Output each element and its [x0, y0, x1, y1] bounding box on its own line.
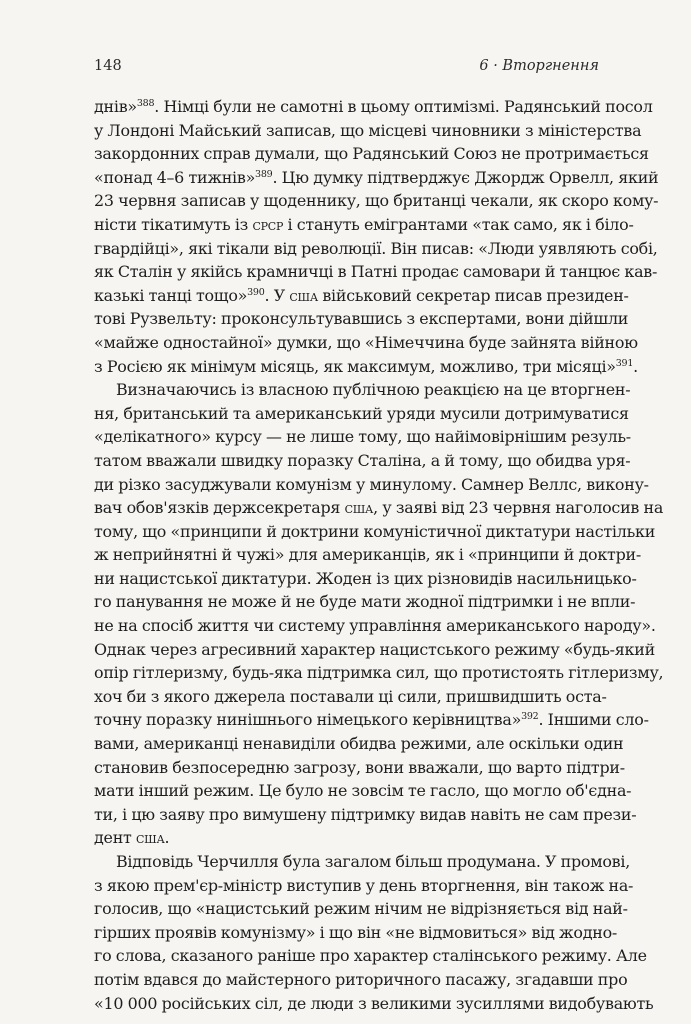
- footnote-ref: 388: [136, 98, 155, 109]
- text-line: ж неприйнятні й чужі» для американців, як і «принципи й доктри-: [94, 545, 641, 565]
- text-line: тові Рузвельту: проконсультувавшись з експертами, вони дійшли: [94, 309, 629, 329]
- text-line: дент сша.: [94, 828, 170, 848]
- running-header: [94, 58, 599, 74]
- body-text: [94, 95, 664, 1015]
- text-line: становив безпосередню загрозу, вони вважали, що варто підтри-: [94, 757, 625, 777]
- text-line: «10 000 російських сіл, де люди з великими зусиллями видобувають: [94, 993, 654, 1013]
- page-number: 148: [94, 58, 122, 74]
- abbreviation: сша: [344, 498, 374, 518]
- text-line: вами, американці ненавиділи обидва режими, але оскільки один: [94, 734, 624, 754]
- text-line: 23 червня записав у щоденнику, що британці чекали, як скоро кому-: [94, 191, 659, 211]
- text-line: у Лондоні Майський записав, що місцеві чиновники з міністерства: [94, 120, 642, 140]
- text-line: го слова, сказаного раніше про характер сталінського режиму. Але: [94, 946, 647, 966]
- text-line: ти, і цю заяву про вимушену підтримку видав навіть не сам прези-: [94, 804, 637, 824]
- footnote-ref: 390: [247, 286, 265, 298]
- text-line: вач обов'язків держсекретаря сша, у заяві від 23 червня наголосив на: [94, 498, 664, 518]
- text-line: не на спосіб життя чи систему управління американського народу».: [94, 616, 656, 636]
- abbreviation: срср: [252, 214, 284, 234]
- chapter-title: 6 · Вторгнення: [479, 58, 599, 74]
- text-line: голосив, що «нацистський режим нічим не відрізняється від най-: [94, 899, 628, 919]
- text-line: гвардійці», які тікали від революції. Він писав: «Люди уявляють собі,: [94, 238, 658, 258]
- text-line: потім вдався до майстерного риторичного пасажу, згадавши про: [94, 969, 628, 989]
- footnote-ref: 391: [615, 357, 634, 369]
- text-line: закордонних справ думали, що Радянський Союз не протримається: [94, 144, 649, 164]
- abbreviation: сша: [135, 828, 165, 848]
- text-line: тому, що «принципи й доктрини комуністичної диктатури настільки: [94, 521, 656, 541]
- text-line: татом вважали швидку поразку Сталіна, а й тому, що обидва уря-: [94, 450, 631, 470]
- text-line: як Сталін у якійсь крамничці в Патні продає самовари й танцює кав-: [94, 262, 658, 282]
- text-line: го панування не може й не буде мати жодної підтримки і не впли-: [94, 592, 636, 612]
- text-line: казькі танці тощо»$^{390}$. У сша військовий секретар писав президен-: [94, 285, 629, 305]
- text-line: ня, британський та американський уряди мусили дотримуватися: [94, 403, 629, 423]
- text-line: хоч би з якого джерела поставали ці сили, пришвидшить оста-: [94, 686, 607, 706]
- text-line: ни нацистської диктатури. Жоден із цих різновидів насильницько-: [94, 568, 637, 588]
- text-line: опір гітлеризму, будь-яка підтримка сил, що протистоять гітлеризму,: [94, 663, 664, 683]
- text-line: Відповідь Черчилля була загалом більш продумана. У промові,: [116, 852, 630, 871]
- text-line: «майже одностайної» думки, що «Німеччина буде зайнята війною: [94, 332, 638, 352]
- text-line: «делікатного» курсу — не лише тому, що найімовірнішим резуль-: [94, 427, 631, 447]
- text-line: Визначаючись із власною публічною реакцією на це вторгнен-: [116, 380, 631, 400]
- text-line: днів»$^{388}$. Німці були не самотні в цьому оптимізмі. Радянський посол: [94, 97, 653, 116]
- text-line: ністи тікатимуть із срср і стануть емігрантами «так само, як і біло-: [94, 214, 634, 234]
- text-line: ди різко засуджували комунізм у минулому. Самнер Веллс, викону-: [94, 474, 649, 494]
- footnote-ref: 392: [521, 711, 539, 723]
- text-line: «понад 4–6 тижнів»$^{389}$. Цю думку підтверджує Джордж Орвелл, який: [94, 167, 659, 187]
- text-line: з якою прем'єр-міністр виступив у день вторгнення, він також на-: [94, 875, 634, 895]
- footnote-ref: 389: [255, 168, 273, 180]
- text-line: мати інший режим. Це було не зовсім те гасло, що могло об'єдна-: [94, 781, 632, 801]
- text-line: гірших проявів комунізму» і що він «не відмовиться» від жодно-: [94, 922, 618, 942]
- text-line: з Росією як мінімум місяць, як максимум, можливо, три місяці»$^{391}$.: [94, 356, 638, 376]
- text-line: точну поразку нинішнього німецького керівництва»$^{392}$. Іншими сло-: [94, 710, 649, 730]
- text-line: Однак через агресивний характер нацистського режиму «будь-який: [94, 639, 655, 659]
- abbreviation: сша: [289, 285, 318, 305]
